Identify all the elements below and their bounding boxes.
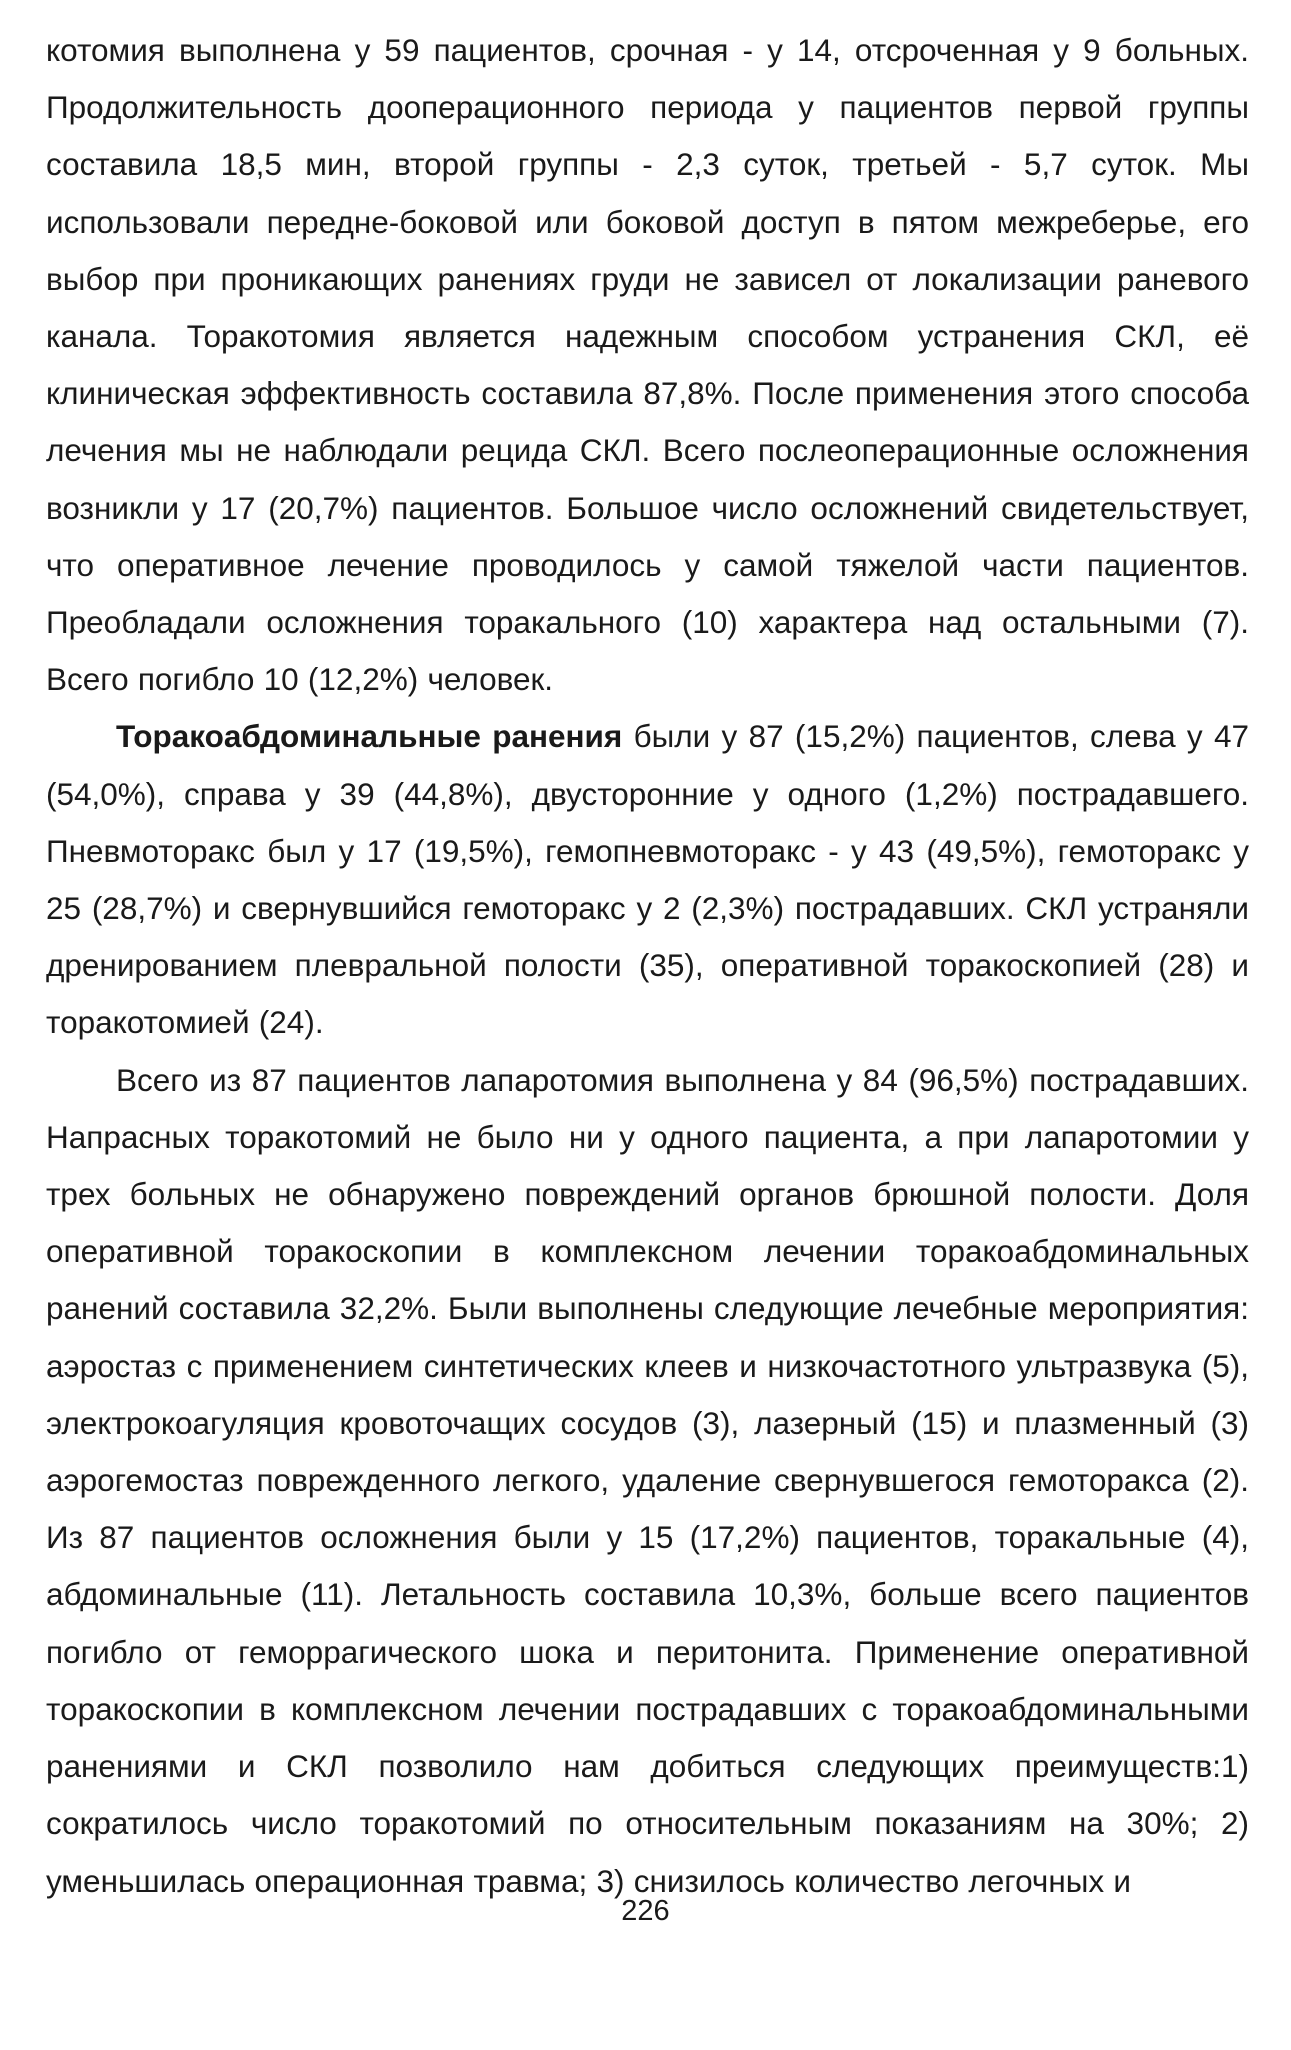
- paragraph-thoracotomy-results: [46, 22, 1249, 708]
- page-number: 226: [621, 1895, 670, 1927]
- paragraph-thoracoabdominal-wounds: [46, 708, 1249, 1051]
- body-text: [46, 22, 1249, 1910]
- paragraph-laparotomy-results: [46, 1052, 1249, 1910]
- paragraph-lead-heading: Торакоабдоминальные ранения: [116, 718, 623, 755]
- paragraph-text: котомия выполнена у 59 пациентов, срочная - у 14, отсроченная у 9 больных. Продолжительность дооперационного периода у пациентов первой группы составила 18,5 мин, второй группы - 2,3 суток, третьей - 5,7 суток. Мы использовали передне-боковой или боковой доступ в пятом межреберье, его выбор при проникающих ранениях груди не зависел от локализации раневого канала. Торакотомия является надежным способом устранения СКЛ, её клиническая эффективность составила 87,8%. После применения этого способа лечения мы не наблюдали рецида СКЛ. Всего послеоперационные осложнения возникли у 17 (20,7%) пациентов. Большое число осложнений свидетельствует, что оперативное лечение проводилось у самой тяжелой части пациентов. Преобладали осложнения торакального (10) характера над остальными (7). Всего погибло 10 (12,2%) человек.: [46, 32, 1249, 698]
- paragraph-text: были у 87 (15,2%) пациентов, слева у 47 (54,0%), справа у 39 (44,8%), двусторонние у одного (1,2%) пострадавшего. Пневмоторакс был у 17 (19,5%), гемопневмоторакс - у 43 (49,5%), гемоторакс у 25 (28,7%) и свернувшийся гемоторакс у 2 (2,3%) пострадавших. СКЛ устраняли дренированием плевральной полости (35), оперативной торакоскопией (28) и торакотомией (24).: [46, 718, 1249, 1041]
- paragraph-text: Всего из 87 пациентов лапаротомия выполнена у 84 (96,5%) пострадавших. Напрасных торакотомий не было ни у одного пациента, а при лапаротомии у трех больных не обнаружено повреждений органов брюшной полости. Доля оперативной торакоскопии в комплексном лечении торакоабдоминальных ранений составила 32,2%. Были выполнены следующие лечебные мероприятия: аэростаз с применением синтетических клеев и низкочастотного ультразвука (5), электрокоагуляция кровоточащих сосудов (3), лазерный (15) и плазменный (3) аэрогемостаз поврежденного легкого, удаление свернувшегося гемоторакса (2). Из 87 пациентов осложнения были у 15 (17,2%) пациентов, торакальные (4), абдоминальные (11). Летальность составила 10,3%, больше всего пациентов погибло от геморрагического шока и перитонита. Применение оперативной торакоскопии в комплексном лечении пострадавших с торакоабдоминальными ранениями и СКЛ позволило нам добиться следующих преимуществ:1) сократилось число торакотомий по относительным показаниям на 30%; 2) уменьшилась операционная травма; 3) снизилось количество легочных и: [46, 1061, 1249, 1899]
